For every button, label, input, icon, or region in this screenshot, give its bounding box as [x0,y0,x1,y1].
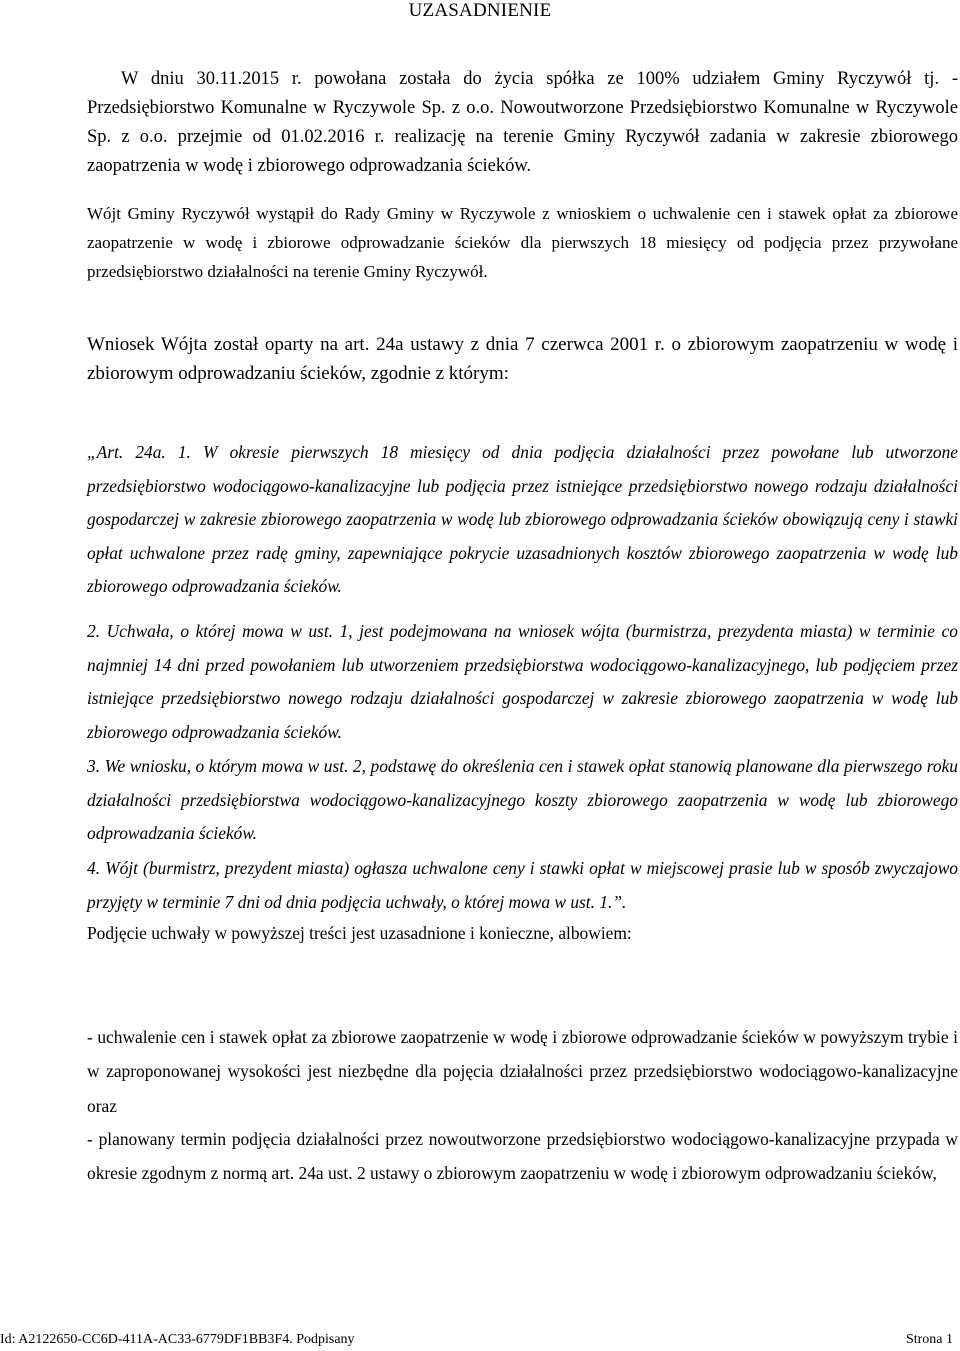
legal-basis-paragraph: Wniosek Wójta został oparty na art. 24a ustawy z dnia 7 czerwca 2001 r. o zbiorowym zaopatrzeniu w wodę i zbiorowym odprowadzaniu ścieków, zgodnie z którym: [87,334,958,384]
justification-paragraph: Podjęcie uchwały w powyższej treści jest uzasadnione i konieczne, albowiem: [87,923,632,943]
footer-document-id: Id: A2122650-CC6D-411A-AC33-6779DF1BB3F4. Podpisany [0,1332,355,1347]
request-paragraph: Wójt Gminy Ryczywół wystąpił do Rady Gminy w Ryczywole z wnioskiem o uchwalenie cen i stawek opłat za zbiorowe zaopatrzenie w wodę i zbiorowe odprowadzanie ścieków dla pierwszych 18 miesięcy od podjęcia przez przywołane przedsiębiorstwo działalności na terenie Gminy Ryczywół. [87,204,958,281]
footer-page-number: Strona 1 [905,1332,953,1347]
justification-list-item: - planowany termin podjęcia działalności przez nowoutworzone przedsiębiorstwo wodociągowo-kanalizacyjne przypada w okresie zgodnym z normą art. 24a ust. 2 ustawy o zbiorowym zaopatrzeniu w wodę i zbiorowym odprowadzaniu ścieków, [87,1129,958,1184]
quoted-article-section-1: „Art. 24a. 1. W okresie pierwszych 18 miesięcy od dnia podjęcia działalności przez powołane lub utworzone przedsiębiorstwo wodociągowo-kanalizacyjne lub podjęcia przez istniejące przedsiębiorstwo nowego rodzaju działalności gospodarczej w zakresie zbiorowego zaopatrzenia w wodę lub zbiorowego odprowadzania ścieków obowiązują ceny i stawki opłat uchwalone przez radę gminy, zapewniające pokrycie uzasadnionych kosztów zbiorowego zaopatrzenia w wodę lub zbiorowego odprowadzania ścieków. [87,442,958,597]
intro-paragraph: W dniu 30.11.2015 r. powołana została do życia spółka ze 100% udziałem Gminy Ryczywół tj. - Przedsiębiorstwo Komunalne w Ryczywole Sp. z o.o. Nowoutworzone Przedsiębiorstwo Komunalne w Ryczywole Sp. z o.o. przejmie od 01.02.2016 r. realizację na terenie Gminy Ryczywół zadania w zakresie zbiorowego zaopatrzenia w wodę i zbiorowego odprowadzania ścieków. [87,69,958,176]
document-title: UZASADNIENIE [408,0,552,21]
quoted-article-section-3: 3. We wniosku, o którym mowa w ust. 2, podstawę do określenia cen i stawek opłat stanowią planowane dla pierwszego roku działalności przedsiębiorstwa wodociągowo-kanalizacyjnego koszty zbiorowego zaopatrzenia w wodę lub zbiorowego odprowadzania ścieków. [87,756,958,844]
justification-list-item: - uchwalenie cen i stawek opłat za zbiorowe zaopatrzenie w wodę i zbiorowe odprowadzanie ścieków w powyższym trybie i w zaproponowanej wysokości jest niezbędne dla pojęcia działalności przez przedsiębiorstwo wodociągowo-kanalizacyjne oraz [87,1027,958,1116]
quoted-article-section-4: 4. Wójt (burmistrz, prezydent miasta) ogłasza uchwalone ceny i stawki opłat w miejscowej prasie lub w sposób zwyczajowo przyjęty w terminie 7 dni od dnia podjęcia uchwały, o której mowa w ust. 1.”. [87,858,958,912]
quoted-article-section-2: 2. Uchwała, o której mowa w ust. 1, jest podejmowana na wniosek wójta (burmistrza, prezydenta miasta) w terminie co najmniej 14 dni przed powołaniem lub utworzeniem przedsiębiorstwa wodociągowo-kanalizacyjnego, lub podjęciem przez istniejące przedsiębiorstwo nowego rodzaju działalności gospodarczej w zakresie zbiorowego zaopatrzenia w wodę lub zbiorowego odprowadzania ścieków. [87,621,958,742]
